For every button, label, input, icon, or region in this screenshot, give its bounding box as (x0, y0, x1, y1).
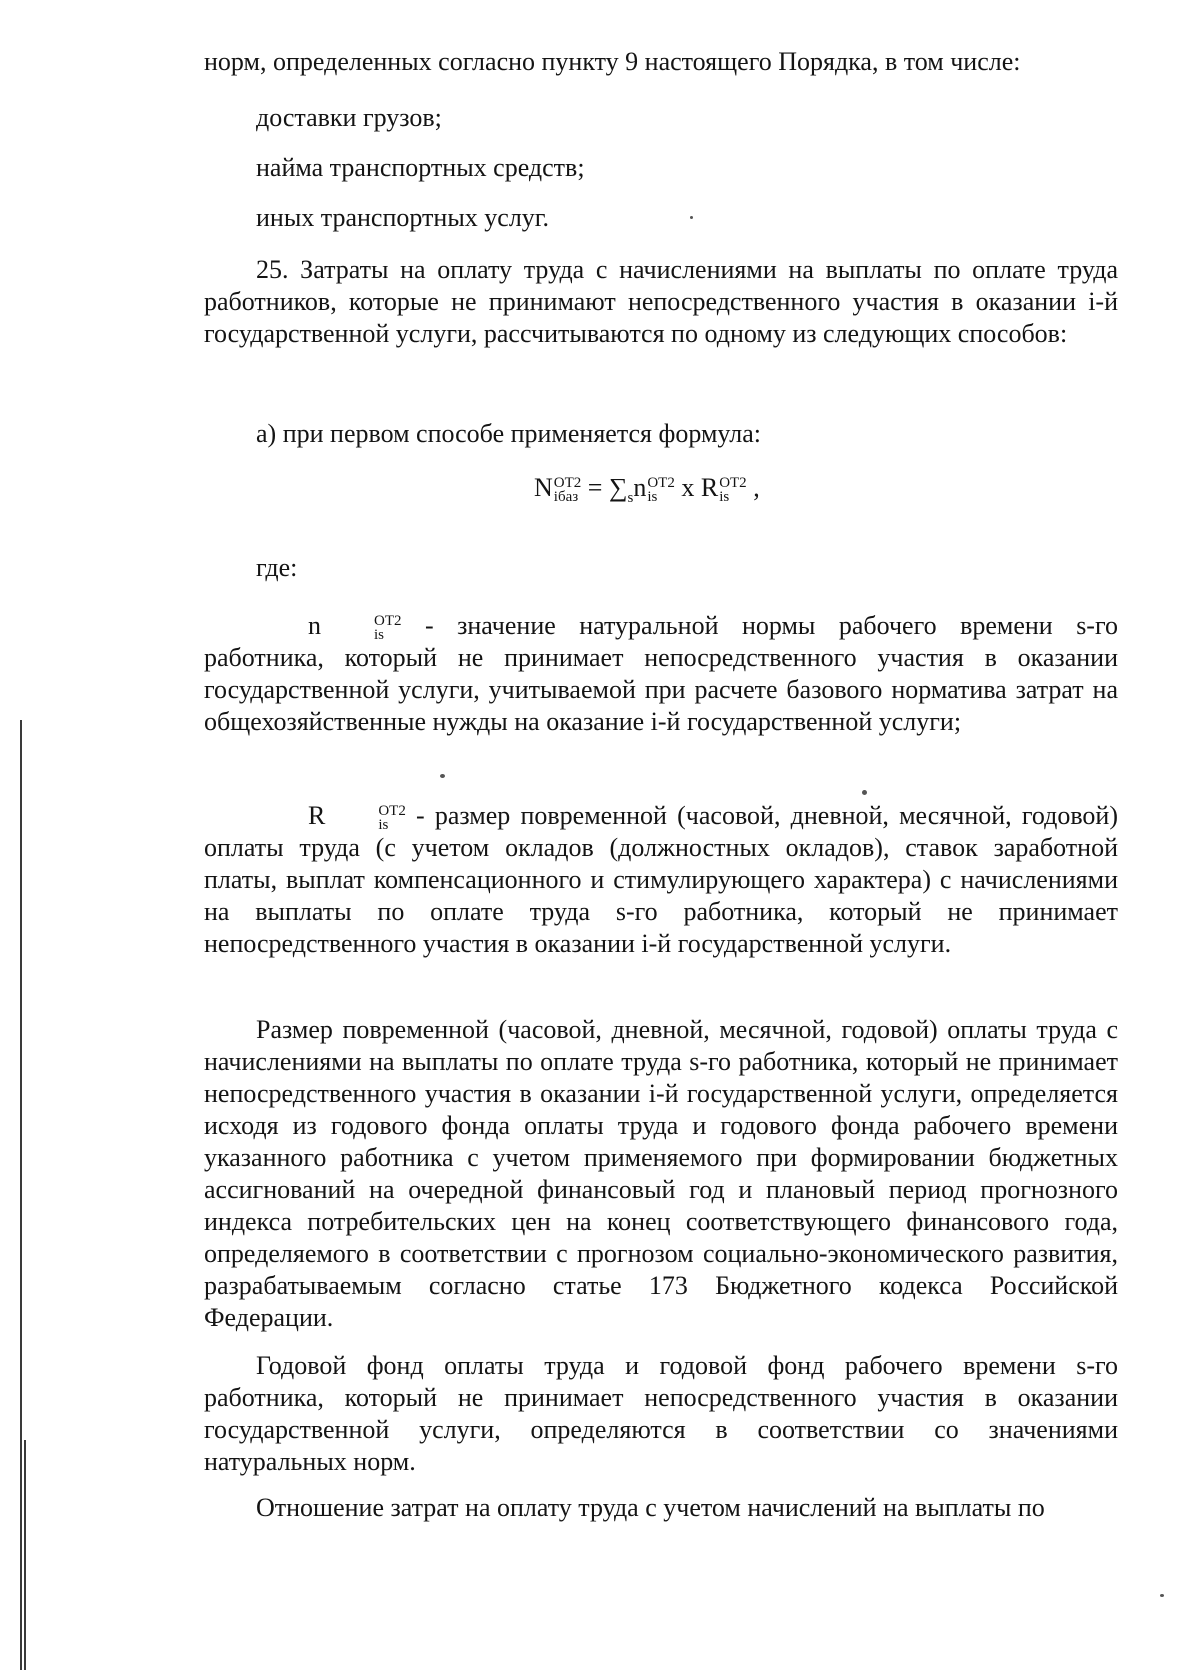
definition-R-text: - размер повременной (часовой, дневной, месячной, годовой) оплаты труда (с учетом окладов (должностных окладов), ставок заработной платы, выплат компенсационного и стимулирующего характера) с начислениями на выплаты по оплате труда s-го работника, который не принимает непосредственного участия в оказании i-й государственной услуги. (204, 801, 1118, 959)
paragraph-a: а) при первом способе применяется формула: (256, 419, 762, 448)
formula-times: x (681, 473, 695, 502)
definition-R-symbol: R ОТ2 is (308, 801, 406, 834)
formula-n-sup: ОТ2 (647, 475, 675, 492)
formula-sum-sub: s (627, 490, 634, 506)
scan-speck (1160, 1594, 1164, 1597)
list-item: иных транспортных услуг. (256, 203, 550, 232)
formula-N-sup: ОТ2 (553, 475, 582, 492)
formula-end: , (753, 473, 760, 502)
scan-margin-line (20, 720, 22, 1670)
definition-n-text: - значение натуральной нормы рабочего времени s-го работника, который не принимает непосредственного участия в оказании государственной услуги, учитываемой при расчете базового норматива затрат на общехозяйственные нужды на оказание i-й государственной услуги; (204, 611, 1118, 737)
formula-R: R (700, 473, 719, 502)
paragraph-ratio: Отношение затрат на оплату труда с учетом начислений на выплаты по (256, 1493, 1045, 1522)
where-label: где: (256, 553, 298, 582)
scan-margin-line (24, 1440, 26, 1670)
scan-speck (862, 790, 867, 795)
paragraph-size: Размер повременной (часовой, дневной, месячной, годовой) оплаты труда с начислениями на выплаты по оплате труда s-го работника, который не принимает непосредственного участия в оказании i-й государственной услуги, определяется исходя из годового фонда оплаты труда и годового фонда рабочего времени указанного работника с учетом применяемого при формировании бюджетных ассигнований на очередной финансовый год и плановый период прогнозного индекса потребительских цен на конец соответствующего финансового года, определяемого в соответствии с прогнозом социально-экономического развития, разрабатываемым согласно статье 173 Бюджетного кодекса Российской Федерации. (204, 1015, 1118, 1332)
list-item: доставки грузов; (256, 103, 442, 132)
definition-n (204, 610, 1118, 738)
formula-N-sub: iбаз (553, 489, 579, 506)
formula-equals: = (587, 473, 603, 502)
formula-R-sup: ОТ2 (719, 475, 747, 492)
formula-n: n (633, 473, 647, 502)
formula-N: N (534, 473, 553, 502)
formula-sum: ∑ (608, 473, 628, 502)
list-item: найма транспортных средств; (256, 153, 585, 182)
definition-n-symbol: n ОТ2 is (308, 611, 402, 644)
paragraph-fund: Годовой фонд оплаты труда и годовой фонд рабочего времени s-го работника, который не принимает непосредственного участия в оказании государственной услуги, определяются в соответствии со значениями натуральных норм. (204, 1351, 1118, 1476)
definition-R (204, 800, 1118, 960)
formula-R-sub: is (719, 489, 730, 506)
scan-speck (690, 216, 693, 219)
formula (534, 472, 760, 508)
paragraph-intro: норм, определенных согласно пункту 9 настоящего Порядка, в том числе: (204, 47, 1021, 76)
scan-speck (440, 774, 445, 778)
formula-n-sub: is (647, 489, 658, 506)
paragraph-25: 25. Затраты на оплату труда с начислениями на выплаты по оплате труда работников, которые не принимают непосредственного участия в оказании i-й государственной услуги, рассчитываются по одному из следующих способов: (204, 255, 1118, 348)
